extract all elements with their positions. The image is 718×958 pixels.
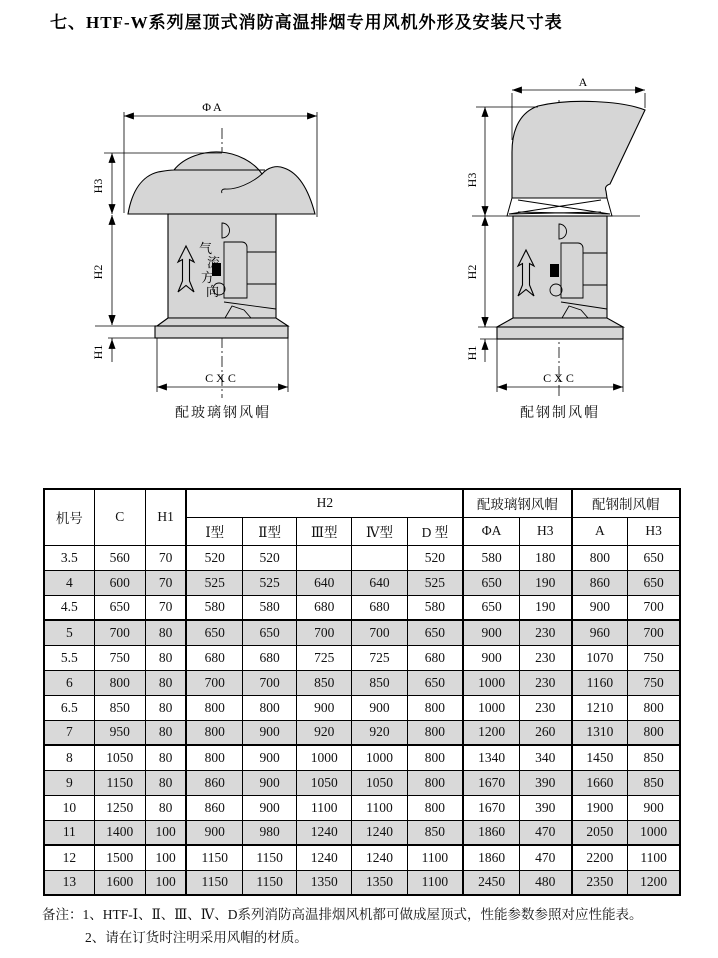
table-cell: 100 <box>145 870 186 895</box>
table-cell: 5.5 <box>44 645 94 670</box>
table-cell: 800 <box>407 745 463 770</box>
table-row <box>44 770 680 795</box>
table-cell: 1860 <box>463 820 519 845</box>
table-cell: 750 <box>628 670 680 695</box>
table-cell: 80 <box>145 670 186 695</box>
table-cell: 900 <box>243 745 297 770</box>
dim-label-h1: H1 <box>91 344 105 360</box>
table-cell: 13 <box>44 870 94 895</box>
table-cell: 900 <box>186 820 242 845</box>
table-cell: 470 <box>519 845 571 870</box>
table-cell: 12 <box>44 845 94 870</box>
table-cell: 1350 <box>352 870 407 895</box>
base-flange <box>497 327 623 339</box>
table-cell: 560 <box>94 545 145 570</box>
table-cell: 850 <box>94 695 145 720</box>
table-cell: 650 <box>186 620 242 645</box>
dim-label-cxc: CXC <box>543 371 577 385</box>
dim-label-h1: H1 <box>465 345 479 361</box>
table-cell: 640 <box>297 570 352 595</box>
table-cell: 700 <box>297 620 352 645</box>
page-title: 七、HTF-W系列屋顶式消防高温排烟专用风机外形及安装尺寸表 <box>50 13 563 32</box>
table-cell: 190 <box>519 595 571 620</box>
table-cell: 920 <box>297 720 352 745</box>
table-cell: 600 <box>94 570 145 595</box>
table-cell: 1150 <box>186 870 242 895</box>
table-cell: 800 <box>407 770 463 795</box>
table-row <box>44 595 680 620</box>
table-cell: 80 <box>145 645 186 670</box>
table-cell: 580 <box>243 595 297 620</box>
table-cell: 650 <box>628 545 680 570</box>
table-cell: 2050 <box>572 820 628 845</box>
table-cell: 650 <box>463 595 519 620</box>
table-cell: 800 <box>186 720 242 745</box>
table-cell: 650 <box>407 620 463 645</box>
note-line-2: 2、请在订货时注明采用风帽的材质。 <box>85 930 308 945</box>
table-cell: 900 <box>297 695 352 720</box>
table-cell: 80 <box>145 620 186 645</box>
table-cell: 850 <box>352 670 407 695</box>
header-steel-cap-group: 配钢制风帽 <box>572 489 680 517</box>
table-cell: 700 <box>352 620 407 645</box>
note-line-1 <box>42 903 702 926</box>
table-cell: 230 <box>519 620 571 645</box>
table-cell: 520 <box>243 545 297 570</box>
table-cell: 800 <box>94 670 145 695</box>
table-row <box>44 870 680 895</box>
table-cell: 900 <box>463 620 519 645</box>
table-cell: 650 <box>243 620 297 645</box>
table-cell <box>297 545 352 570</box>
table-cell: 4.5 <box>44 595 94 620</box>
table-cell: 1070 <box>572 645 628 670</box>
table-cell: 1240 <box>352 820 407 845</box>
table-cell: 390 <box>519 795 571 820</box>
table-cell: 800 <box>572 545 628 570</box>
header-type-d: D 型 <box>407 517 463 545</box>
table-cell: 1660 <box>572 770 628 795</box>
table-cell: 8 <box>44 745 94 770</box>
table-cell: 700 <box>243 670 297 695</box>
table-cell: 7 <box>44 720 94 745</box>
table-cell: 725 <box>352 645 407 670</box>
table-cell: 2450 <box>463 870 519 895</box>
base-flange <box>155 326 288 338</box>
table-row <box>44 645 680 670</box>
table-cell: 80 <box>145 695 186 720</box>
h1-ext <box>480 339 497 362</box>
table-body <box>44 545 680 895</box>
table-cell: 6 <box>44 670 94 695</box>
table-cell: 640 <box>352 570 407 595</box>
header-h1: H1 <box>145 489 186 545</box>
table-cell: 1600 <box>94 870 145 895</box>
table-cell: 1050 <box>297 770 352 795</box>
header-glass-phiA: ΦA <box>463 517 519 545</box>
table-cell: 1100 <box>297 795 352 820</box>
glass-cap-caption: 配玻璃钢风帽 <box>175 406 271 421</box>
table-cell: 1150 <box>243 870 297 895</box>
note-text-1: 1、HTF-Ⅰ、Ⅱ、Ⅲ、Ⅳ、D系列消防高温排烟风机都可做成屋顶式，性能参数参照对应性能表。 <box>82 907 643 922</box>
table-cell: 960 <box>572 620 628 645</box>
glass-cap-figure <box>88 76 330 428</box>
table-cell: 1000 <box>463 670 519 695</box>
table-cell: 230 <box>519 695 571 720</box>
table-cell: 80 <box>145 770 186 795</box>
table-cell: 4 <box>44 570 94 595</box>
table-cell: 230 <box>519 670 571 695</box>
table-cell: 1240 <box>297 820 352 845</box>
table-cell: 860 <box>572 570 628 595</box>
table-cell: 800 <box>407 795 463 820</box>
table-cell: 3.5 <box>44 545 94 570</box>
table-cell: 5 <box>44 620 94 645</box>
table-cell: 11 <box>44 820 94 845</box>
table-cell: 1160 <box>572 670 628 695</box>
table-header <box>44 489 680 545</box>
airflow-char-4: 向 <box>206 284 220 299</box>
table-cell: 70 <box>145 595 186 620</box>
table-cell: 190 <box>519 570 571 595</box>
dim-label-A: A <box>578 76 588 89</box>
motor-terminal <box>550 264 559 277</box>
dim-label-h3: H3 <box>91 178 105 194</box>
table-cell: 1340 <box>463 745 519 770</box>
table-cell: 480 <box>519 870 571 895</box>
table-cell: 525 <box>407 570 463 595</box>
notes-block <box>42 903 702 949</box>
table-cell: 650 <box>94 595 145 620</box>
table-cell: 1000 <box>628 820 680 845</box>
table-cell: 1000 <box>463 695 519 720</box>
table-row <box>44 695 680 720</box>
table-cell: 80 <box>145 795 186 820</box>
table-cell: 850 <box>628 745 680 770</box>
note-label: 备注： <box>42 907 83 922</box>
table-cell: 680 <box>407 645 463 670</box>
table-cell: 980 <box>243 820 297 845</box>
table-row <box>44 745 680 770</box>
table-row <box>44 670 680 695</box>
glass-cap-outline <box>128 152 315 214</box>
flange-collar <box>497 318 623 327</box>
table-cell: 580 <box>407 595 463 620</box>
table-cell: 800 <box>186 695 242 720</box>
table-cell: 1000 <box>297 745 352 770</box>
header-steel-a: A <box>572 517 628 545</box>
table-cell <box>352 545 407 570</box>
table-cell: 850 <box>628 770 680 795</box>
dim-label-h3: H3 <box>465 172 479 188</box>
table-cell: 1670 <box>463 770 519 795</box>
table-cell: 1200 <box>463 720 519 745</box>
table-cell: 900 <box>243 720 297 745</box>
table-cell: 1400 <box>94 820 145 845</box>
table-cell: 800 <box>186 745 242 770</box>
table-cell: 650 <box>628 570 680 595</box>
table-cell: 580 <box>463 545 519 570</box>
table-cell: 70 <box>145 570 186 595</box>
table-cell: 700 <box>186 670 242 695</box>
table-cell: 525 <box>243 570 297 595</box>
table-cell: 1200 <box>628 870 680 895</box>
table-cell: 850 <box>407 820 463 845</box>
table-row <box>44 720 680 745</box>
table-cell: 680 <box>186 645 242 670</box>
table-cell: 9 <box>44 770 94 795</box>
table-cell: 1310 <box>572 720 628 745</box>
table-cell: 470 <box>519 820 571 845</box>
table-cell: 1100 <box>352 795 407 820</box>
table-cell: 900 <box>628 795 680 820</box>
steel-cap-caption: 配钢制风帽 <box>520 406 600 421</box>
table-cell: 900 <box>352 695 407 720</box>
table-cell: 900 <box>243 795 297 820</box>
header-type-3: Ⅲ型 <box>297 517 352 545</box>
table-cell: 70 <box>145 545 186 570</box>
table-cell: 900 <box>463 645 519 670</box>
table-cell: 860 <box>186 770 242 795</box>
table-cell: 525 <box>186 570 242 595</box>
table-cell: 1100 <box>407 845 463 870</box>
table-row <box>44 820 680 845</box>
table-cell: 1860 <box>463 845 519 870</box>
table-cell: 100 <box>145 820 186 845</box>
table-cell: 680 <box>352 595 407 620</box>
table-row <box>44 545 680 570</box>
table-cell: 260 <box>519 720 571 745</box>
table-row <box>44 845 680 870</box>
header-steel-h3: H3 <box>628 517 680 545</box>
table-cell: 100 <box>145 845 186 870</box>
table-cell: 10 <box>44 795 94 820</box>
table-cell: 1500 <box>94 845 145 870</box>
table-cell: 2350 <box>572 870 628 895</box>
table-cell: 230 <box>519 645 571 670</box>
table-cell: 680 <box>243 645 297 670</box>
table-cell: 1000 <box>352 745 407 770</box>
table-cell: 1100 <box>407 870 463 895</box>
dimensions-table <box>43 488 681 896</box>
airflow-char-3: 方 <box>201 270 215 285</box>
table-cell: 920 <box>352 720 407 745</box>
table-cell: 1900 <box>572 795 628 820</box>
header-jihao: 机号 <box>44 489 94 545</box>
table-cell: 80 <box>145 745 186 770</box>
table-cell: 1150 <box>243 845 297 870</box>
table-cell: 650 <box>407 670 463 695</box>
header-c: C <box>94 489 145 545</box>
table-cell: 1450 <box>572 745 628 770</box>
table-cell: 800 <box>407 695 463 720</box>
dim-label-phiA: ΦA <box>202 100 224 114</box>
table-cell: 1240 <box>297 845 352 870</box>
table-cell: 1250 <box>94 795 145 820</box>
table-cell: 1210 <box>572 695 628 720</box>
steel-hood-outline <box>512 101 645 198</box>
dim-label-h2: H2 <box>465 264 479 280</box>
table-cell: 1100 <box>628 845 680 870</box>
header-glass-h3: H3 <box>519 517 571 545</box>
table-cell: 860 <box>186 795 242 820</box>
table-cell: 800 <box>243 695 297 720</box>
table-cell: 580 <box>186 595 242 620</box>
dim-label-cxc: CXC <box>205 371 239 385</box>
table-cell: 800 <box>628 695 680 720</box>
table-cell: 520 <box>407 545 463 570</box>
table-row <box>44 570 680 595</box>
table-cell: 1670 <box>463 795 519 820</box>
table-cell: 6.5 <box>44 695 94 720</box>
table-cell: 180 <box>519 545 571 570</box>
table-cell: 725 <box>297 645 352 670</box>
table-cell: 340 <box>519 745 571 770</box>
table-cell: 850 <box>297 670 352 695</box>
steel-cap-figure <box>462 76 658 428</box>
table-cell: 800 <box>628 720 680 745</box>
table-cell: 1150 <box>186 845 242 870</box>
header-h2-group: H2 <box>186 489 463 517</box>
table-row <box>44 620 680 645</box>
header-glass-cap-group: 配玻璃钢风帽 <box>463 489 571 517</box>
table-cell: 750 <box>628 645 680 670</box>
table-cell: 80 <box>145 720 186 745</box>
dim-label-h2: H2 <box>91 264 105 280</box>
table-cell: 700 <box>94 620 145 645</box>
table-cell: 1240 <box>352 845 407 870</box>
header-type-2: Ⅱ型 <box>243 517 297 545</box>
table-cell: 700 <box>628 620 680 645</box>
table-cell: 750 <box>94 645 145 670</box>
table-cell: 1350 <box>297 870 352 895</box>
table-cell: 2200 <box>572 845 628 870</box>
table-cell: 950 <box>94 720 145 745</box>
header-type-1: Ⅰ型 <box>186 517 242 545</box>
table-row <box>44 795 680 820</box>
table-cell: 680 <box>297 595 352 620</box>
table-cell: 520 <box>186 545 242 570</box>
table-cell: 900 <box>572 595 628 620</box>
flange-collar <box>157 318 288 326</box>
airflow-char-2: 流 <box>207 255 221 270</box>
header-type-4: Ⅳ型 <box>352 517 407 545</box>
table-cell: 800 <box>407 720 463 745</box>
table-cell: 1050 <box>352 770 407 795</box>
table-cell: 1150 <box>94 770 145 795</box>
table-cell: 650 <box>463 570 519 595</box>
airflow-char-1: 气 <box>199 241 213 256</box>
table-cell: 390 <box>519 770 571 795</box>
table-cell: 1050 <box>94 745 145 770</box>
table-cell: 900 <box>243 770 297 795</box>
table-cell: 700 <box>628 595 680 620</box>
